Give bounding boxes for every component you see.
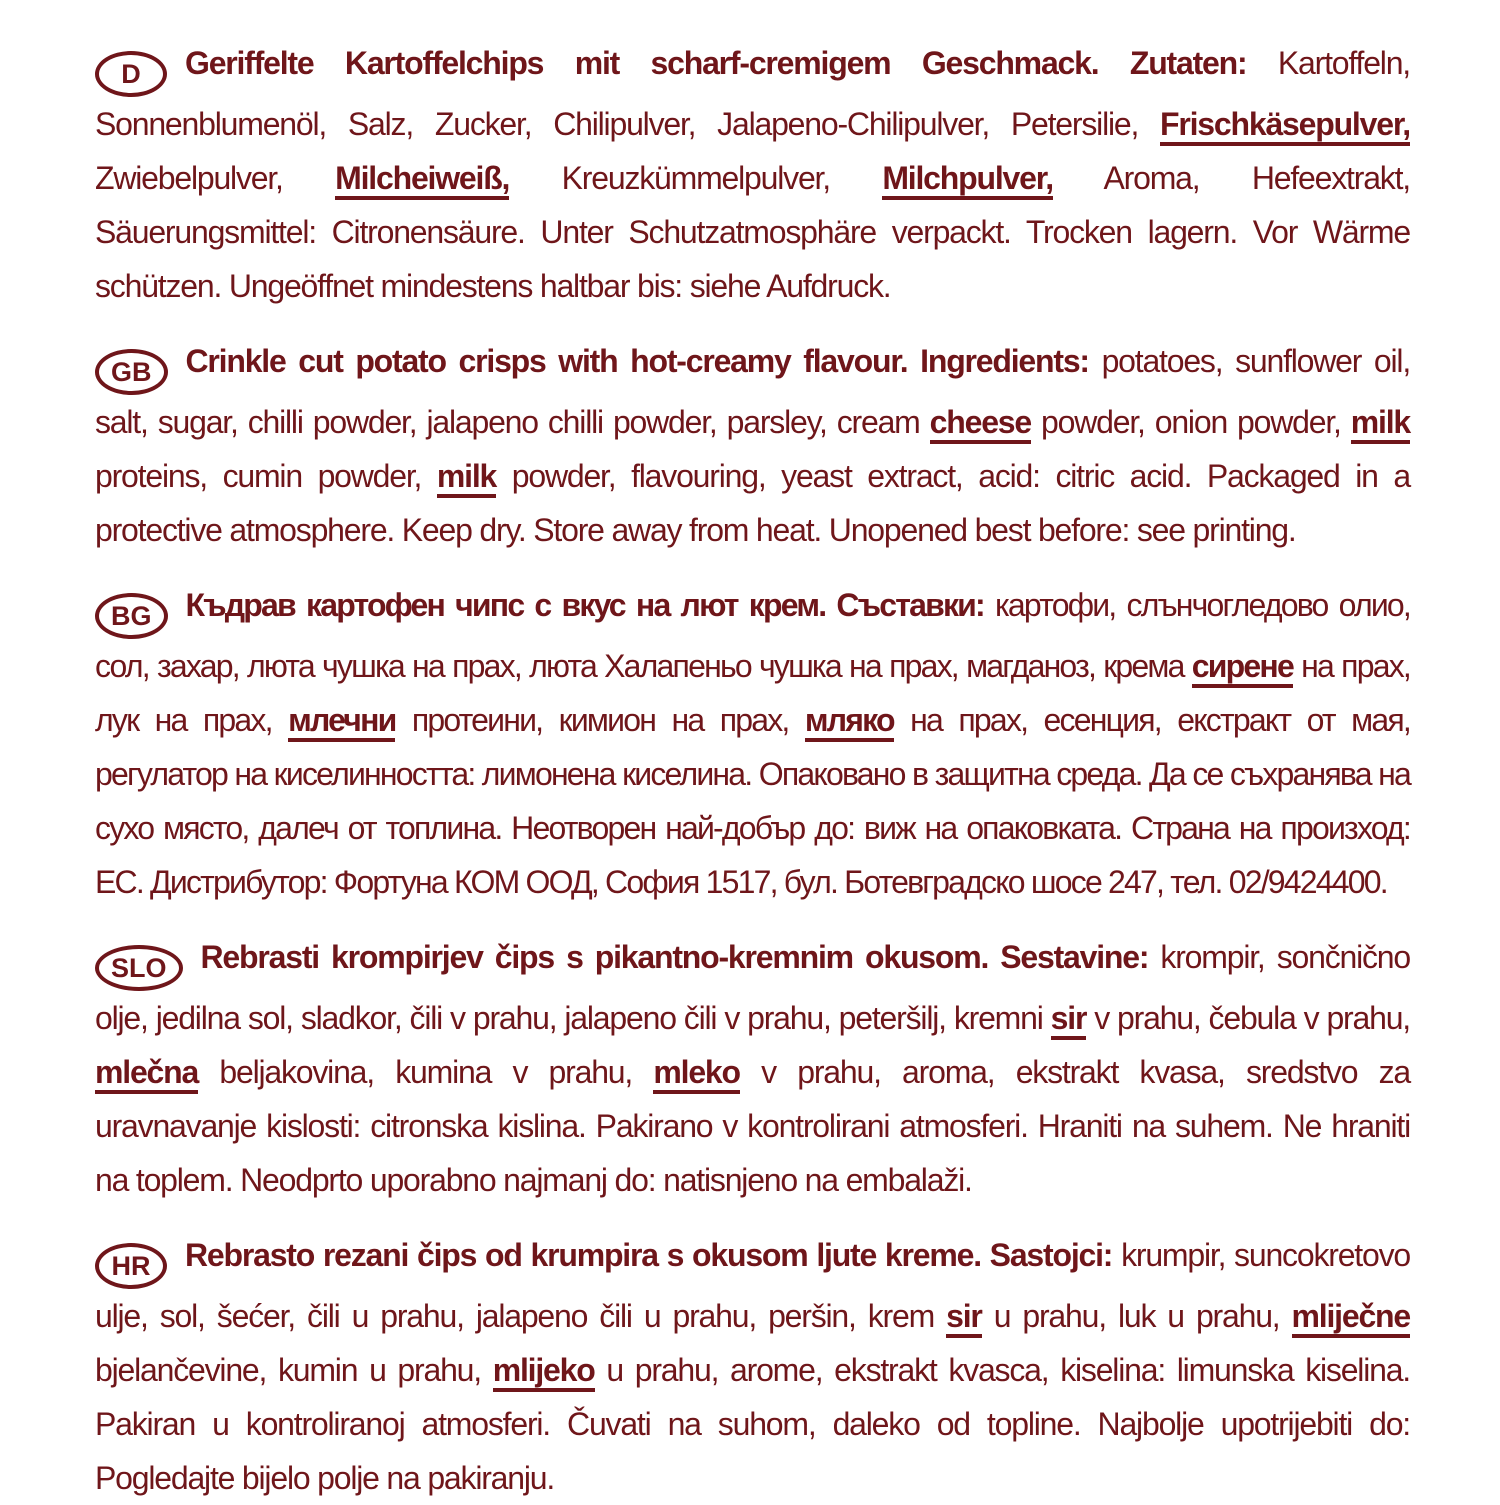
allergen-text: мляко: [805, 702, 894, 742]
allergen-text: сирене: [1192, 648, 1293, 688]
body-text: Kreuzkümmelpulver,: [509, 160, 883, 196]
body-text: u prahu, luk u prahu,: [981, 1298, 1292, 1334]
allergen-text: milk: [437, 458, 496, 498]
language-badge: [95, 1243, 167, 1289]
language-badge: [95, 593, 168, 639]
allergen-text: sir: [1051, 1000, 1087, 1040]
body-text: на прах, есенция, екстракт от мая, регулатор на киселинността: лимонена киселина. Опаковано в защитна среда. Да се съхранява на сухо място, далеч от топлина. Неотворен най-добър до: виж на опаковката. Страна на произход: ЕС. Дистрибутор: Фортуна КОМ ООД, София 1517, бул. Ботевградско шосе 247, тел. 02/9424400.: [95, 702, 1410, 900]
body-text: krumpir, suncokretovo ulje, sol, šećer, čili u prahu, jalapeno čili u prahu, peršin, krem: [95, 1237, 1410, 1334]
allergen-text: cheese: [930, 404, 1031, 444]
body-text: Aroma, Hefeextrakt, Säuerungsmittel: Citronensäure. Unter Schutzatmosphäre verpackt. Trocken lagern. Vor Wärme schützen. Ungeöffnet mindestens haltbar bis: siehe Aufdruck.: [95, 160, 1410, 304]
allergen-text: mliječne: [1292, 1298, 1410, 1338]
body-text: Kartoffeln, Sonnenblumenöl, Salz, Zucker, Chilipulver, Jalapeno-Chilipulver, Petersilie,: [95, 45, 1410, 142]
allergen-text: Frischkäsepulver,: [1160, 106, 1410, 146]
body-text: u prahu, arome, ekstrakt kvasca, kiselina: limunska kiselina. Pakiran u kontroliranoj atmosferi. Čuvati na suhom, daleko od topline. Najbolje upotrijebiti do: Pogledajte bijelo polje na pakiranju.: [95, 1352, 1411, 1496]
section-lead-text: Rebrasti krompirjev čips s pikantno-kremnim okusom. Sestavine:: [200, 939, 1161, 975]
body-text: на прах, лук на прах,: [95, 648, 1410, 738]
allergen-text: mlijeko: [493, 1352, 595, 1392]
body-text: krompir, sončnično olje, jedilna sol, sladkor, čili v prahu, jalapeno čili v prahu, peteršilj, kremni: [95, 939, 1410, 1036]
body-text: картофи, слънчогледово олио, сол, захар, люта чушка на прах, люта Халапеньо чушка на прах, магданоз, крема: [95, 587, 1410, 684]
allergen-text: Milchpulver,: [882, 160, 1053, 200]
allergen-text: milk: [1351, 404, 1410, 444]
body-text: beljakovina, kumina v prahu,: [198, 1054, 654, 1090]
language-badge-label: D: [121, 59, 141, 89]
allergen-text: Milcheiweiß,: [335, 160, 509, 200]
section-lead-text: Къдрав картофен чипс с вкус на лют крем. Съставки:: [185, 587, 996, 623]
language-badge-label: GB: [111, 357, 152, 387]
allergen-text: sir: [946, 1298, 982, 1338]
body-text: v prahu, aroma, ekstrakt kvasa, sredstvo za uravnavanje kislosti: citronska kislina. Pakirano v kontrolirani atmosferi. Hraniti na suhem. Ne hraniti na toplem. Neodprto uporabno najmanj do: natisnjeno na embalaži.: [95, 1054, 1410, 1198]
language-badge-label: HR: [111, 1251, 151, 1281]
body-text: Zwiebelpulver,: [95, 160, 336, 196]
body-text: potatoes, sunflower oil, salt, sugar, chilli powder, jalapeno chilli powder, parsley, cream: [95, 343, 1411, 440]
ingredient-section-gb: [95, 334, 1410, 557]
body-text: powder, flavouring, yeast extract, acid: citric acid. Packaged in a protective atmosphere. Keep dry. Store away from heat. Unopened best before: see printing.: [95, 458, 1410, 548]
allergen-text: млечни: [288, 702, 395, 742]
body-text: bjelančevine, kumin u prahu,: [95, 1352, 493, 1388]
language-badge: [95, 349, 168, 395]
language-badge-label: SLO: [111, 953, 167, 983]
section-lead-text: Rebrasto rezani čips od krumpira s okusom ljute kreme. Sastojci:: [185, 1237, 1122, 1273]
body-text: powder, onion powder,: [1031, 404, 1351, 440]
ingredient-section-hr: [95, 1228, 1410, 1505]
ingredient-section-slo: [95, 930, 1410, 1207]
ingredient-section-bg: [95, 578, 1410, 909]
section-lead-text: Crinkle cut potato crisps with hot-creamy flavour. Ingredients:: [185, 343, 1102, 379]
body-text: v prahu, čebula v prahu,: [1086, 1000, 1410, 1036]
language-badge: [95, 945, 183, 991]
body-text: proteins, cumin powder,: [95, 458, 437, 494]
allergen-text: mleko: [653, 1054, 740, 1094]
body-text: протеини, кимион на прах,: [395, 702, 805, 738]
language-badge-label: BG: [111, 601, 152, 631]
language-badge: [95, 51, 167, 97]
allergen-text: mlečna: [95, 1054, 198, 1094]
section-lead-text: Geriffelte Kartoffelchips mit scharf-cremigem Geschmack. Zutaten:: [185, 45, 1278, 81]
ingredient-section-d: [95, 36, 1410, 313]
sections-container: [95, 36, 1410, 1505]
